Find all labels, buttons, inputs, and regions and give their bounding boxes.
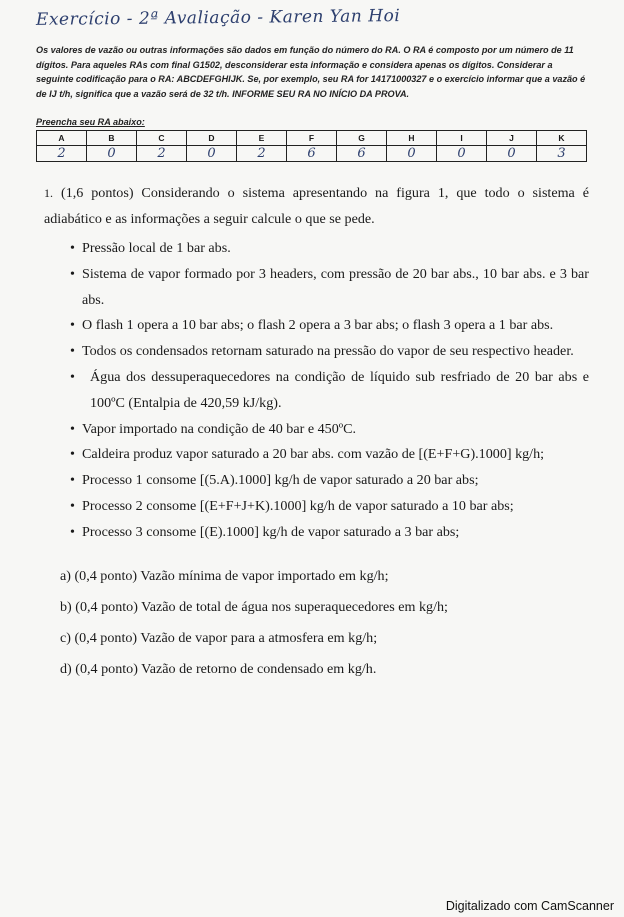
- ra-header-cell: E: [237, 131, 287, 146]
- ra-header-cell: K: [537, 131, 587, 146]
- ra-table: [36, 130, 587, 162]
- ra-value-cell: 3: [537, 146, 587, 162]
- handwritten-title: Exercício - 2ª Avaliação - Karen Yan Hoi: [35, 6, 401, 30]
- ra-header-cell: F: [287, 131, 337, 146]
- conditions-list: [44, 236, 589, 546]
- ra-value-cell: 0: [87, 146, 137, 162]
- ra-value-cell: 0: [437, 146, 487, 162]
- list-item: • Todos os condensados retornam saturado na pressão do vapor de seu respectivo header.: [60, 339, 589, 365]
- list-item: • Processo 1 consome [(5.A).1000] kg/h de vapor saturado a 20 bar abs;: [60, 468, 589, 494]
- ra-value-cell: 2: [137, 146, 187, 162]
- subquestion-d: d) (0,4 ponto) Vazão de retorno de condensado em kg/h.: [60, 661, 377, 677]
- ra-header-cell: C: [137, 131, 187, 146]
- subquestion-b: b) (0,4 ponto) Vazão de total de água nos superaquecedores em kg/h;: [60, 599, 448, 615]
- ra-value-cell: 0: [387, 146, 437, 162]
- question-statement: [44, 180, 589, 232]
- list-item: • Processo 3 consome [(E).1000] kg/h de vapor saturado a 3 bar abs;: [60, 520, 589, 546]
- ra-value-cell: 0: [487, 146, 537, 162]
- list-item: • Água dos dessuperaquecedores na condição de líquido sub resfriado de 20 bar abs e 100ºC (Entalpia de 420,59 kJ/kg).: [60, 365, 589, 417]
- ra-header-cell: B: [87, 131, 137, 146]
- ra-table-label: Preencha seu RA abaixo:: [36, 117, 145, 127]
- ra-value-cell: 6: [287, 146, 337, 162]
- question-number: 1.: [44, 186, 53, 200]
- list-item: • Vapor importado na condição de 40 bar e 450ºC.: [60, 417, 589, 443]
- ra-value-cell: 6: [337, 146, 387, 162]
- list-item: • Caldeira produz vapor saturado a 20 bar abs. com vazão de [(E+F+G).1000] kg/h;: [60, 442, 589, 468]
- ra-value-row: [37, 146, 587, 162]
- question-text: (1,6 pontos) Considerando o sistema apresentando na figura 1, que todo o sistema é adiabático e as informações a seguir calcule o que se pede.: [44, 185, 589, 227]
- ra-value-cell: 2: [37, 146, 87, 162]
- scanner-watermark: Digitalizado com CamScanner: [445, 899, 614, 913]
- ra-header-row: [37, 131, 587, 146]
- ra-header-cell: D: [187, 131, 237, 146]
- subquestion-a: a) (0,4 ponto) Vazão mínima de vapor importado em kg/h;: [60, 568, 389, 584]
- ra-header-cell: A: [37, 131, 87, 146]
- list-item: • Sistema de vapor formado por 3 headers, com pressão de 20 bar abs., 10 bar abs. e 3 bar abs.: [60, 262, 589, 314]
- ra-value-cell: 0: [187, 146, 237, 162]
- ra-header-cell: J: [487, 131, 537, 146]
- subquestion-c: c) (0,4 ponto) Vazão de vapor para a atmosfera em kg/h;: [60, 630, 378, 646]
- ra-header-cell: G: [337, 131, 387, 146]
- list-item: • Processo 2 consome [(E+F+J+K).1000] kg/h de vapor saturado a 10 bar abs;: [60, 494, 589, 520]
- list-item: • Pressão local de 1 bar abs.: [60, 236, 589, 262]
- ra-header-cell: I: [437, 131, 487, 146]
- ra-header-cell: H: [387, 131, 437, 146]
- list-item: • O flash 1 opera a 10 bar abs; o flash 2 opera a 3 bar abs; o flash 3 opera a 1 bar abs.: [60, 313, 589, 339]
- instructions-paragraph: Os valores de vazão ou outras informações são dados em função do número do RA. O RA é composto por um número de 11 dígitos. Para aqueles RAs com final G1502, desconsiderar esta informação e considera apenas os dígitos. Considerar a seguinte codificação para o RA: ABCDEFGHIJK. Se, por exemplo, seu RA for 14171000327 e o exercício informar que a vazão é de IJ t/h, significa que a vazão será de 32 t/h. INFORME SEU RA NO INÍCIO DA PROVA.: [36, 45, 586, 99]
- ra-value-cell: 2: [237, 146, 287, 162]
- question-body: [44, 180, 589, 546]
